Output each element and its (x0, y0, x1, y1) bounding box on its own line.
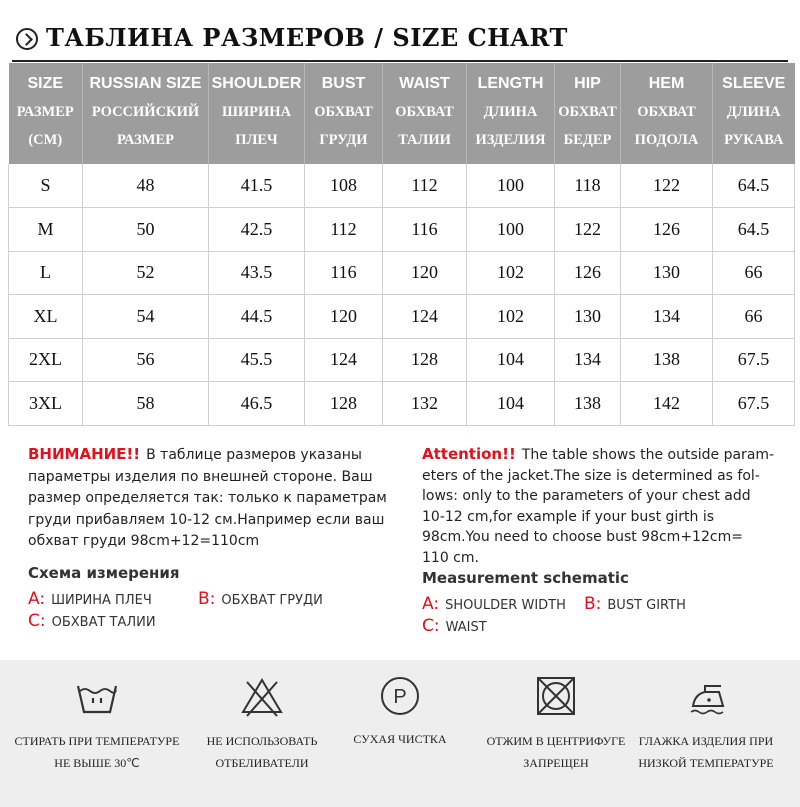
note-ru-line: обхват груди 98cm+12=110cm (28, 533, 260, 549)
size-table (8, 63, 795, 426)
wash-30-icon (74, 674, 120, 720)
table-cell: M (9, 208, 83, 252)
table-cell: 46.5 (209, 382, 305, 426)
attention-label-en: Attention!! (422, 445, 516, 463)
attention-label-ru: ВНИМАНИЕ!! (28, 445, 141, 463)
table-cell: 116 (305, 251, 383, 295)
table-cell: 52 (83, 251, 209, 295)
column-header: SHOULDER ШИРИНА ПЛЕЧ (209, 63, 305, 164)
scheme-title-en: Measurement schematic (422, 569, 629, 587)
table-cell: 132 (383, 382, 467, 426)
table-cell: S (9, 164, 83, 208)
table-cell: 102 (467, 251, 555, 295)
table-row (9, 208, 795, 252)
note-en-line: lows: only to the parameters of your chest add (422, 488, 751, 504)
column-header: SLEEVE ДЛИНА РУКАВА (713, 63, 795, 164)
note-ru-line: груди прибавляем 10-12 см.Например если ваш (28, 511, 385, 528)
table-cell: 122 (555, 208, 621, 252)
do-not-bleach-icon (239, 674, 285, 720)
table-row (9, 164, 795, 208)
care-label: НЕ ИСПОЛЬЗОВАТЬ ОТБЕЛИВАТЕЛИ (206, 734, 318, 770)
table-cell: 126 (621, 208, 713, 252)
table-cell: 48 (83, 164, 209, 208)
column-header: HIP ОБХВАТ БЕДЕР (555, 63, 621, 164)
legend-item: B: ОБХВАТ ГРУДИ (198, 589, 323, 609)
table-cell: 130 (621, 251, 713, 295)
note-en-line: 98cm.You need to choose bust 98cm+12cm= (422, 529, 743, 545)
note-ru-text (28, 444, 402, 553)
table-row (9, 295, 795, 339)
column-header: SIZE РАЗМЕР (CM) (9, 63, 83, 164)
column-header: LENGTH ДЛИНА ИЗДЕЛИЯ (467, 63, 555, 164)
table-cell: 41.5 (209, 164, 305, 208)
column-header: BUST ОБХВАТ ГРУДИ (305, 63, 383, 164)
table-cell: 50 (83, 208, 209, 252)
table-cell: 2XL (9, 338, 83, 382)
table-cell: 120 (305, 295, 383, 339)
table-cell: 43.5 (209, 251, 305, 295)
note-ru-line: размер определяется так: только к параметрам (28, 490, 387, 506)
scheme-title-ru: Схема измерения (28, 564, 180, 582)
table-cell: 56 (83, 338, 209, 382)
table-cell: 3XL (9, 382, 83, 426)
table-cell: 66 (713, 251, 795, 295)
page-header (12, 20, 788, 60)
table-cell: 138 (555, 382, 621, 426)
table-cell: 116 (383, 208, 467, 252)
header-divider (12, 60, 788, 62)
table-cell: 134 (621, 295, 713, 339)
table-cell: 124 (305, 338, 383, 382)
table-cell: 58 (83, 382, 209, 426)
table-cell: XL (9, 295, 83, 339)
table-cell: L (9, 251, 83, 295)
table-cell: 64.5 (713, 164, 795, 208)
iron-low-icon (683, 674, 729, 720)
legend-item: A: SHOULDER WIDTH (422, 594, 566, 614)
legend-item: B: BUST GIRTH (584, 594, 686, 614)
table-cell: 122 (621, 164, 713, 208)
care-instructions (0, 660, 800, 807)
table-cell: 134 (555, 338, 621, 382)
table-cell: 104 (467, 338, 555, 382)
table-cell: 112 (383, 164, 467, 208)
table-cell: 102 (467, 295, 555, 339)
table-cell: 67.5 (713, 338, 795, 382)
table-row (9, 382, 795, 426)
care-label: ГЛАЖКА ИЗДЕЛИЯ ПРИ НИЗКОЙ ТЕМПЕРАТУРЕ (638, 734, 774, 770)
table-cell: 126 (555, 251, 621, 295)
dry-clean-p-icon (377, 674, 423, 720)
table-cell: 45.5 (209, 338, 305, 382)
legend-item: C: ОБХВАТ ТАЛИИ (28, 611, 156, 631)
note-en-text (422, 444, 796, 568)
column-header: WAIST ОБХВАТ ТАЛИИ (383, 63, 467, 164)
legend-item: C: WAIST (422, 616, 487, 636)
table-cell: 42.5 (209, 208, 305, 252)
page-title: ТАБЛИНА РАЗМЕРОВ / SIZE CHART (46, 23, 568, 52)
table-cell: 130 (555, 295, 621, 339)
note-ru (28, 444, 402, 553)
column-header: HEM ОБХВАТ ПОДОЛА (621, 63, 713, 164)
do-not-tumble-dry-icon (533, 674, 579, 720)
table-cell: 120 (383, 251, 467, 295)
legend-item: A: ШИРИНА ПЛЕЧ (28, 589, 152, 609)
table-cell: 67.5 (713, 382, 795, 426)
table-cell: 128 (305, 382, 383, 426)
note-en-line: eters of the jacket.The size is determined as fol- (422, 467, 760, 484)
note-en-line: 10-12 cm,for example if your bust girth is (422, 508, 715, 525)
table-cell: 44.5 (209, 295, 305, 339)
table-cell: 112 (305, 208, 383, 252)
table-cell: 100 (467, 164, 555, 208)
care-label: СТИРАТЬ ПРИ ТЕМПЕРАТУРЕ НЕ ВЫШЕ 30℃ (14, 734, 180, 770)
svg-text:P: P (393, 686, 407, 708)
note-en-line: 110 cm. (422, 549, 479, 566)
table-cell: 118 (555, 164, 621, 208)
note-en (422, 444, 796, 568)
table-cell: 66 (713, 295, 795, 339)
chevron-right-circle-icon (16, 28, 38, 50)
table-cell: 142 (621, 382, 713, 426)
note-en-line: The table shows the outside param- (521, 447, 775, 463)
table-cell: 100 (467, 208, 555, 252)
table-cell: 138 (621, 338, 713, 382)
note-ru-line: параметры изделия по внешней стороне. Ваш (28, 468, 373, 485)
care-label: СУХАЯ ЧИСТКА (353, 732, 447, 746)
table-row (9, 251, 795, 295)
table-cell: 128 (383, 338, 467, 382)
table-cell: 108 (305, 164, 383, 208)
table-cell: 64.5 (713, 208, 795, 252)
table-cell: 124 (383, 295, 467, 339)
table-header-row (9, 63, 795, 164)
table-cell: 104 (467, 382, 555, 426)
table-cell: 54 (83, 295, 209, 339)
column-header: RUSSIAN SIZE РОССИЙСКИЙ РАЗМЕР (83, 63, 209, 164)
note-ru-line: В таблице размеров указаны (146, 447, 362, 463)
table-row (9, 338, 795, 382)
care-label: ОТЖИМ В ЦЕНТРИФУГЕ ЗАПРЕЩЕН (486, 734, 626, 770)
